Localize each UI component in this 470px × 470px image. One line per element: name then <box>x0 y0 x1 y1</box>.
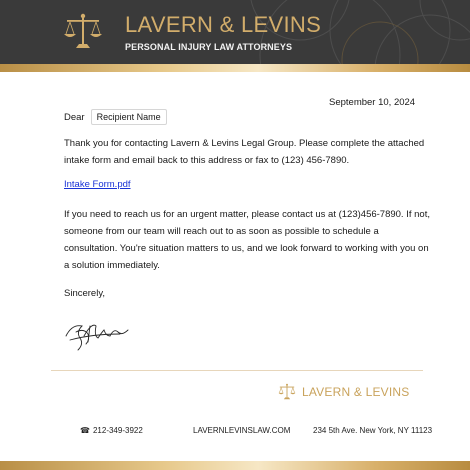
intake-form-link[interactable]: Intake Form.pdf <box>64 179 131 190</box>
footer-website[interactable]: LAVERNLEVINSLAW.COM <box>193 426 291 435</box>
header-tagline: PERSONAL INJURY LAW ATTORNEYS <box>125 42 293 52</box>
telephone-icon: ☎ <box>80 426 90 435</box>
salutation-label: Dear <box>64 111 85 123</box>
recipient-name-field[interactable]: Recipient Name <box>91 109 167 125</box>
footer-divider <box>51 370 423 371</box>
handwritten-signature <box>62 314 132 354</box>
intro-paragraph: Thank you for contacting Lavern & Levins Legal Group. Please complete the attached intake form and email back to this address or fax to (123) 456-7890. <box>64 138 425 166</box>
closing-text: Sincerely, <box>64 288 106 299</box>
footer-phone <box>80 426 143 435</box>
footer-firm-name: LAVERN & LEVINS <box>302 385 410 399</box>
letterhead-header <box>0 0 470 64</box>
scales-of-justice-icon <box>277 383 297 401</box>
gold-band-top <box>0 64 470 72</box>
salutation-row <box>64 109 167 125</box>
header-firm-name: LAVERN & LEVINS <box>125 12 322 37</box>
gold-band-bottom <box>0 461 470 470</box>
urgent-paragraph: If you need to reach us for an urgent matter, please contact us at (123)456-7890. If not, someone from our team will reach out to as soon as possible to schedule a consultation. You're situation matters to us, and we look forward to working with you on a solution immediately. <box>64 209 430 271</box>
scales-of-justice-icon <box>62 12 104 52</box>
letter-date: September 10, 2024 <box>329 97 416 108</box>
footer-address: 234 5th Ave. New York, NY 11123 <box>313 426 433 435</box>
footer-phone-number: 212-349-3922 <box>92 426 143 435</box>
